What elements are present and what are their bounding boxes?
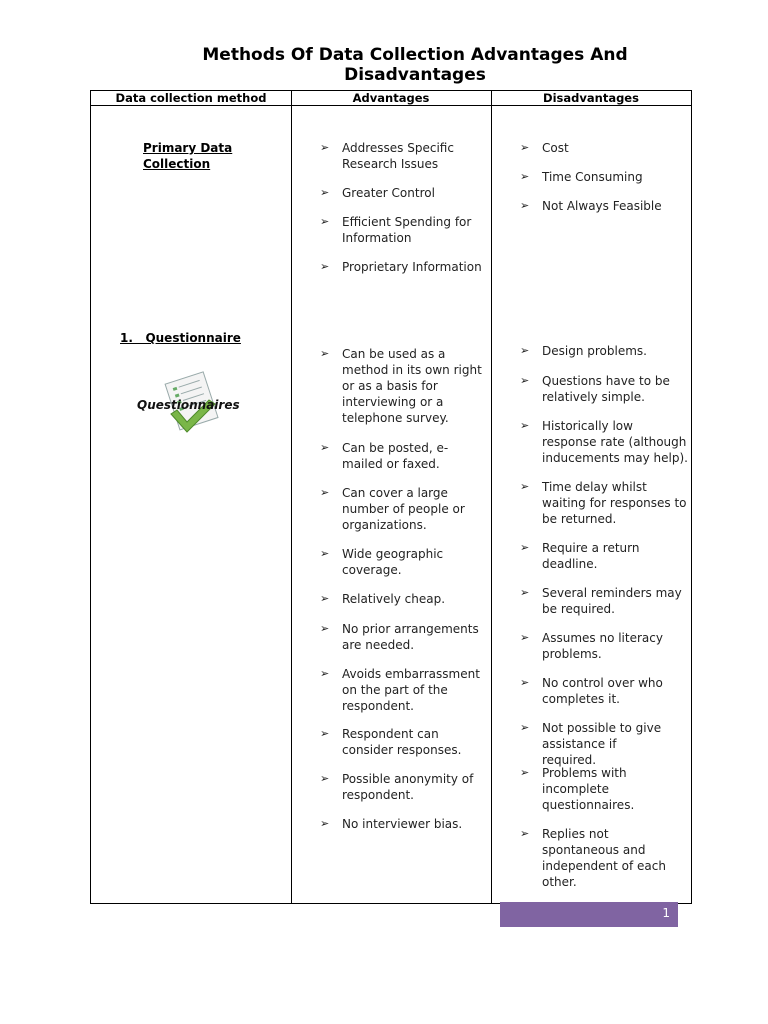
arrow-bullet-icon: ➢ xyxy=(320,347,330,360)
method-primary-data-collection: Primary Data Collection xyxy=(143,141,233,171)
arrow-bullet-icon: ➢ xyxy=(520,631,530,644)
header-advantages: Advantages xyxy=(352,91,430,105)
arrow-bullet-icon: ➢ xyxy=(520,766,530,779)
arrow-bullet-icon: ➢ xyxy=(320,727,330,740)
arrow-bullet-icon: ➢ xyxy=(320,486,330,499)
arrow-bullet-icon: ➢ xyxy=(320,215,330,228)
arrow-bullet-icon: ➢ xyxy=(320,667,330,680)
questionnaires-label: Questionnaires xyxy=(137,398,240,412)
arrow-bullet-icon: ➢ xyxy=(520,199,530,212)
arrow-bullet-icon: ➢ xyxy=(320,141,330,154)
arrow-bullet-icon: ➢ xyxy=(520,541,530,554)
arrow-bullet-icon: ➢ xyxy=(320,592,330,605)
arrow-bullet-icon: ➢ xyxy=(520,480,530,493)
arrow-bullet-icon: ➢ xyxy=(520,827,530,840)
arrow-bullet-icon: ➢ xyxy=(520,170,530,183)
arrow-bullet-icon: ➢ xyxy=(320,441,330,454)
arrow-bullet-icon: ➢ xyxy=(320,260,330,273)
header-divider xyxy=(91,105,691,106)
page-number-bar xyxy=(500,902,678,927)
header-method: Data collection method xyxy=(115,91,267,105)
arrow-bullet-icon: ➢ xyxy=(320,622,330,635)
arrow-bullet-icon: ➢ xyxy=(320,186,330,199)
arrow-bullet-icon: ➢ xyxy=(520,676,530,689)
arrow-bullet-icon: ➢ xyxy=(320,817,330,830)
method-questionnaire: 1. Questionnaire xyxy=(120,331,241,345)
arrow-bullet-icon: ➢ xyxy=(520,419,530,432)
questionnaires-image xyxy=(135,370,240,440)
page-title: Methods Of Data Collection Advantages And Disadvantages xyxy=(202,45,628,85)
arrow-bullet-icon: ➢ xyxy=(520,721,530,734)
arrow-bullet-icon: ➢ xyxy=(320,547,330,560)
arrow-bullet-icon: ➢ xyxy=(520,586,530,599)
arrow-bullet-icon: ➢ xyxy=(520,374,530,387)
column-divider-2 xyxy=(491,91,492,903)
arrow-bullet-icon: ➢ xyxy=(520,141,530,154)
arrow-bullet-icon: ➢ xyxy=(520,344,530,357)
arrow-bullet-icon: ➢ xyxy=(320,772,330,785)
header-disadvantages: Disadvantages xyxy=(543,91,639,105)
page-number: 1 xyxy=(662,906,670,920)
column-divider-1 xyxy=(291,91,292,903)
